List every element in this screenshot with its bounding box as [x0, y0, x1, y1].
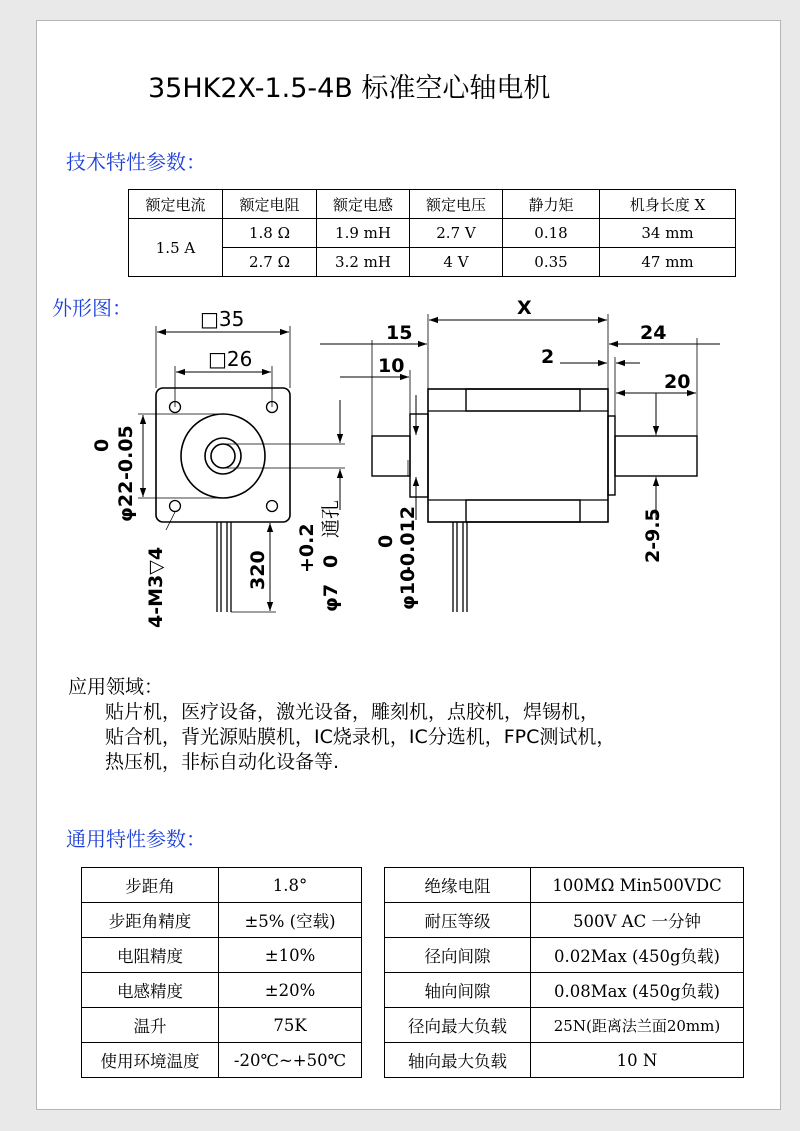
param-name: 步距角精度 — [82, 903, 219, 938]
front-pilot — [410, 414, 428, 497]
dim-10-label: 10 — [378, 355, 405, 377]
header-cell: 额定电流 — [129, 190, 223, 219]
param-name: 径向间隙 — [385, 938, 531, 973]
dim-dia22-label: φ22 — [115, 480, 137, 522]
header-cell: 额定电感 — [317, 190, 410, 219]
param-value: 10 N — [531, 1043, 744, 1078]
dim-29-5-label: 2-9.5 — [642, 508, 664, 563]
dim-dia22-lower-tol: -0.05 — [115, 425, 137, 480]
param-value: 100MΩ Min500VDC — [531, 868, 744, 903]
param-name: 耐压等级 — [385, 903, 531, 938]
param-value: 0.08Max (450g负载) — [531, 973, 744, 1008]
param-value: ±20% — [219, 973, 362, 1008]
param-value: 25N(距离法兰面20mm) — [531, 1008, 744, 1043]
dim-holes-label: 4-M3▽4 — [145, 546, 167, 628]
dim-shaft-lower-tol: -0.012 — [397, 506, 419, 574]
param-name: 电感精度 — [82, 973, 219, 1008]
param-name: 轴向间隙 — [385, 973, 531, 1008]
table-cell: 3.2 mH — [317, 248, 410, 277]
table-cell: 2.7 Ω — [223, 248, 317, 277]
shaft-front — [372, 436, 410, 476]
dim-15-label: 15 — [386, 322, 413, 344]
param-name: 绝缘电阻 — [385, 868, 531, 903]
applications-line: 热压机，非标自动化设备等. — [105, 751, 340, 773]
page-title: 35HK2X-1.5-4B 标准空心轴电机 — [148, 73, 551, 104]
table-cell: 1.8 Ω — [223, 219, 317, 248]
header-cell: 额定电压 — [410, 190, 503, 219]
param-value: 1.8° — [219, 868, 362, 903]
dim-hole-dia: φ7 — [320, 583, 342, 612]
pilot-boss — [181, 414, 265, 498]
param-value: 0.02Max (450g负载) — [531, 938, 744, 973]
table-row — [82, 1043, 744, 1078]
param-value: 500V AC 一分钟 — [531, 903, 744, 938]
dim-24-label: 24 — [640, 322, 667, 344]
table-cell: 4 V — [410, 248, 503, 277]
table-gap — [362, 1043, 385, 1078]
hollow-shaft-bore — [211, 444, 235, 468]
table-row — [82, 868, 744, 903]
table-cell: 1.9 mH — [317, 219, 410, 248]
table-row — [82, 973, 744, 1008]
mounting-hole — [267, 501, 278, 512]
header-cell: 静力矩 — [503, 190, 600, 219]
dim-hole-upper-tol: +0.2 — [296, 523, 318, 573]
applications-line: 贴片机，医疗设备，激光设备，雕刻机，点胶机，焊锡机， — [105, 701, 600, 723]
motor-body-side — [428, 389, 608, 522]
dim-320-label: 320 — [247, 550, 269, 590]
dim-2-label: 2 — [541, 346, 555, 368]
applications-line: 贴合机，背光源贴膜机，IC烧录机，IC分选机，FPC测试机， — [105, 726, 616, 748]
header-cell: 额定电阻 — [223, 190, 317, 219]
dim-hole-through: 通孔 — [320, 499, 342, 538]
mounting-hole — [170, 501, 181, 512]
rear-pilot — [608, 416, 615, 495]
table-gap — [362, 938, 385, 973]
general-spec-table — [81, 867, 744, 1078]
general-section-heading: 通用特性参数： — [66, 827, 206, 851]
drawing-section-heading: 外形图： — [52, 296, 132, 320]
dim-35-label: □35 — [200, 307, 245, 331]
tech-section-heading: 技术特性参数： — [66, 150, 206, 174]
dim-20-label: 20 — [664, 371, 691, 393]
table-row — [82, 1008, 744, 1043]
dim-x-label: X — [517, 297, 532, 319]
shaft-rear — [615, 436, 697, 476]
param-value: 75K — [219, 1008, 362, 1043]
param-name: 轴向最大负载 — [385, 1043, 531, 1078]
applications-block — [68, 675, 615, 775]
applications-label: 应用领域： — [68, 676, 164, 698]
table-cell: 2.7 V — [410, 219, 503, 248]
param-name: 温升 — [82, 1008, 219, 1043]
dim-dia22-upper-tol: 0 — [91, 438, 113, 452]
table-cell: 47 mm — [600, 248, 736, 277]
table-gap — [362, 1008, 385, 1043]
body-rib-bottom — [466, 500, 580, 522]
table-row — [82, 903, 744, 938]
table-cell: 0.18 — [503, 219, 600, 248]
rated-current-cell: 1.5 A — [129, 219, 223, 277]
param-name: 步距角 — [82, 868, 219, 903]
param-name: 电阻精度 — [82, 938, 219, 973]
table-gap — [362, 973, 385, 1008]
table-cell: 34 mm — [600, 219, 736, 248]
motor-flange-front — [156, 388, 290, 522]
table-row — [82, 938, 744, 973]
param-value: ±10% — [219, 938, 362, 973]
header-cell: 机身长度 X — [600, 190, 736, 219]
dim-hole-lower-tol: 0 — [320, 554, 342, 568]
param-value: -20℃~+50℃ — [219, 1043, 362, 1078]
body-rib-top — [466, 389, 580, 411]
table-cell: 0.35 — [503, 248, 600, 277]
dim-shaft-label: φ10 — [397, 568, 419, 610]
param-name: 径向最大负载 — [385, 1008, 531, 1043]
dim-26-label: □26 — [208, 347, 253, 371]
dim-shaft-upper-tol: 0 — [375, 534, 397, 548]
table-gap — [362, 868, 385, 903]
param-value: ±5% (空载) — [219, 903, 362, 938]
table-gap — [362, 903, 385, 938]
param-name: 使用环境温度 — [82, 1043, 219, 1078]
